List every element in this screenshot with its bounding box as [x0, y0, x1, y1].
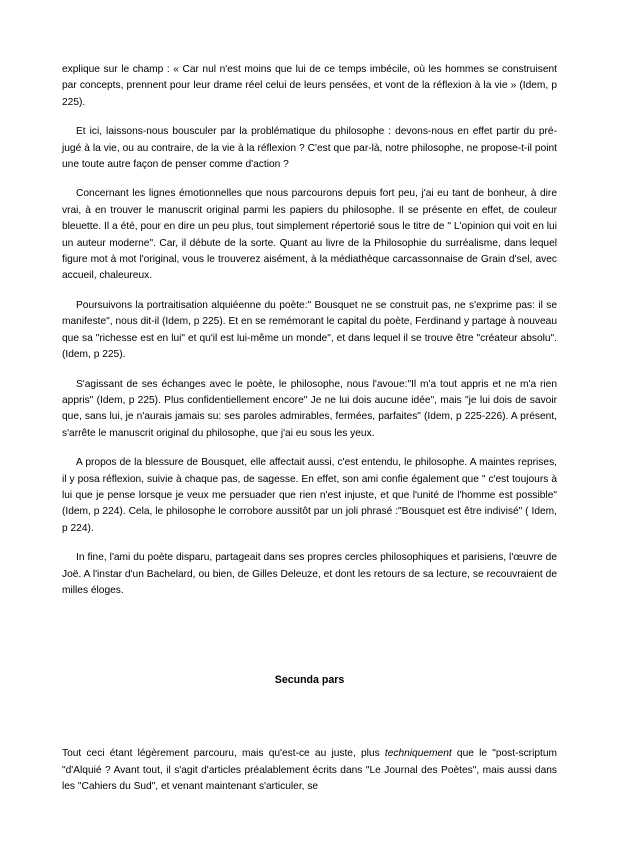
paragraph: In fine, l'ami du poète disparu, partageait dans ses propres cercles philosophiques et parisiens, l'œuvre de Joë. A l'instar d'un Bachelard, ou bien, de Gilles Deleuze, et dont les retours de sa lecture, se recouvraient de milles éloges.	[62, 552, 557, 596]
paragraph: S'agissant de ses échanges avec le poète, le philosophe, nous l'avoue:"Il m'a tout appris et ne m'a rien appris" (Idem, p 225). Plus confidentiellement encore" Je ne lui dois aucune idée", mais "je lui dois de savoir que, sans lui, je n'aurais jamais su: ses paroles admirables, fermées, parfaites" (Idem, p 225-226). A présent, s'arrête le manuscrit original du philosophe, que j'ai eu sous les yeux.	[62, 378, 557, 439]
closing-italic-word: techniquement	[384, 748, 452, 760]
paragraph: Concernant les lignes émotionnelles que nous parcourons depuis fort peu, j'ai eu tant de bonheur, à dire vrai, à en trouver le manuscrit original parmi les papiers du philosophe. Il se présente en effet, de couleur bleuette. Il a été, pour en dire un peu plus, tout simplement répertorié sous le titre de " L'opinion qui voit en lui un auteur moderne". Car, il débute de la sorte. Quant au livre de la Philosophie du surréalisme, dans lequel figure mot à mot l'original, vous le trouverez aisément, à la médiathèque carcassonnaise de Grain d'sel, avec accueil, chaleureux.	[62, 188, 557, 282]
paragraph: explique sur le champ : « Car nul n'est moins que lui de ce temps imbécile, où les hommes se construisent par concepts, prennent pour leur drame réel celui de leurs pensées, et vont de la réflexion à la vie » (Idem, p 225).	[62, 64, 557, 108]
closing-lead: Tout ceci étant légèrement parcouru, mais qu'est-ce au juste, plus	[62, 748, 385, 760]
vertical-spacer	[62, 612, 557, 674]
closing-paragraph	[62, 746, 557, 795]
paragraph: A propos de la blessure de Bousquet, elle affectait aussi, c'est entendu, le philosophe. A maintes reprises, il y posa réflexion, suivie à chaque pas, de sagesse. En effet, son ami confie également que " c'est toujours à lui que je pense lorsque je veux me persuader que rien n'est injuste, et que l'unité de l'homme est possible" (Idem, p 224). Cela, le philosophe le corrobore aussitôt par un joli phrasé :"Bousquet est être indivisé" ( Idem, p 224).	[62, 457, 557, 534]
paragraph: Poursuivons la portraitisation alquiéenne du poète:" Bousquet ne se construit pas, ne s'exprime pas: il se manifeste", nous dit-il (Idem, p 225). Et en se remémorant le capital du poète, Ferdinand y partage à nouveau que sa "richesse est en lui" et qu'il est lui-même un monde", et dans lequel il se trouve être "créateur absolu". (Idem, p 225).	[62, 299, 557, 361]
section-heading: Secunda pars	[274, 674, 345, 687]
vertical-spacer	[62, 686, 557, 746]
paragraph: Et ici, laissons-nous bousculer par la problématique du philosophe : devons-nous en effet partir du pré-jugé à la vie, ou au contraire, de la vie à la réflexion ? C'est que par-là, notre philosophe, ne propose-t-il point une toute autre façon de penser comme d'action ?	[62, 126, 557, 171]
closing-tail: que le "post-scriptum "d'Alquié ? Avant tout, il s'agit d'articles préalablement écrits dans "Le Journal des Poètes", mais aussi dans les "Cahiers du Sud", et venant maintenant s'articuler, se	[62, 748, 557, 793]
